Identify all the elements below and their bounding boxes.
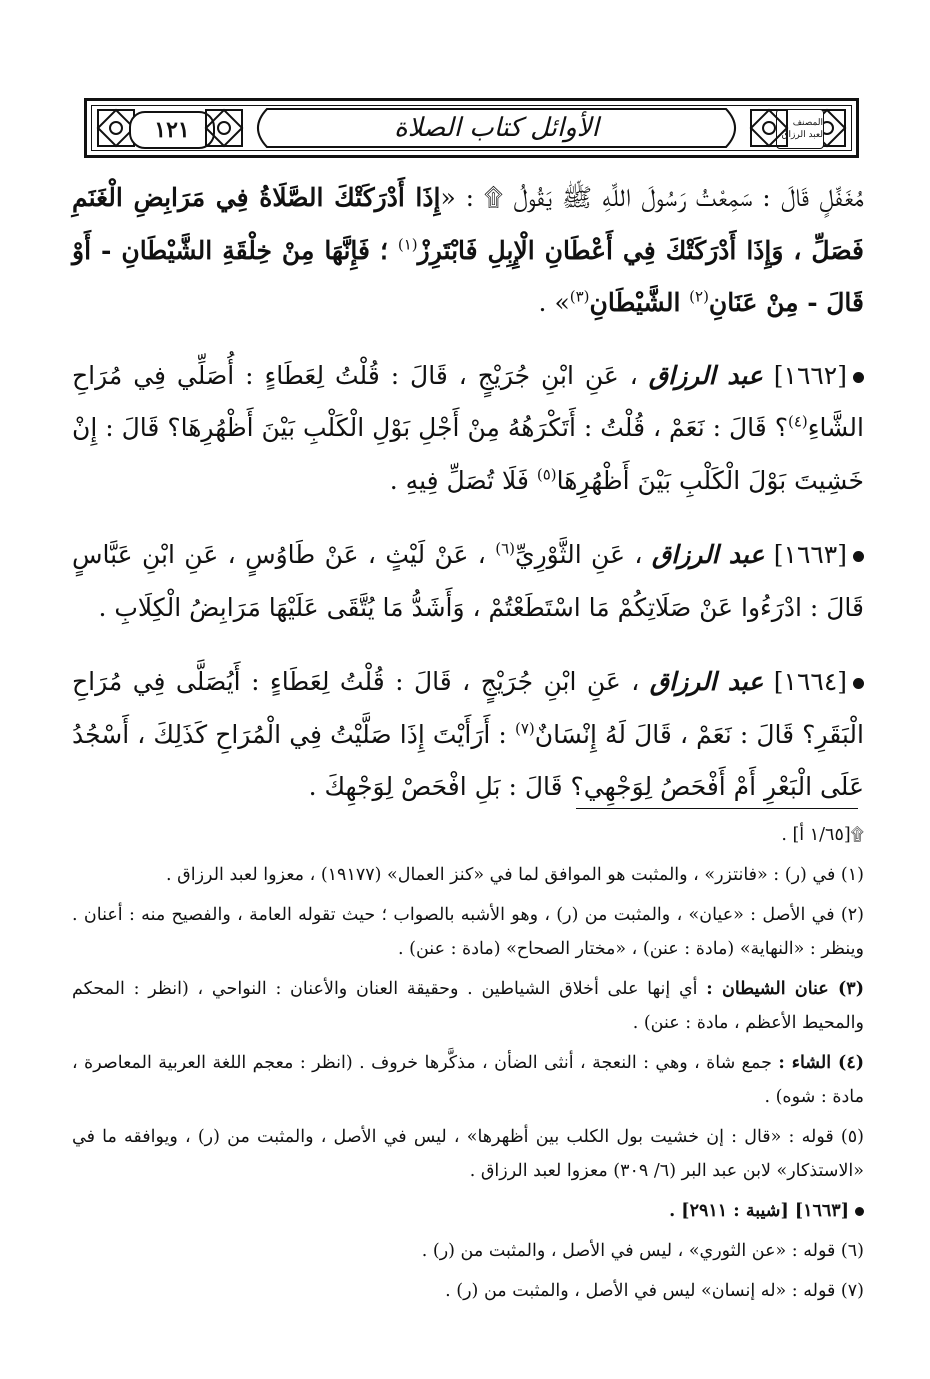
footnote-6: (٦) قوله : «عن الثوري» ، ليس في الأصل ، والمثبت من (ر) . bbox=[421, 1241, 864, 1261]
author-name: عبد الرزاق bbox=[651, 540, 765, 569]
hadith-1663 bbox=[72, 529, 864, 634]
running-title: الأوائل كتاب الصلاة bbox=[394, 113, 599, 143]
prophetic-quote: الشَّيْطَانِ bbox=[589, 288, 690, 317]
footnote-text: أي إنها على أخلاق الشياطين . وحقيقة العنان والأعنان : النواحي ، (انظر : المحكم والمحيط الأعظم ، مادة : عنن) . bbox=[72, 979, 864, 1033]
footnote-ref-1[interactable]: (١) bbox=[397, 235, 418, 254]
narration-text: ، عَنْ لَيْثٍ ، عَنْ طَاوُسٍ ، عَنِ ابْنِ عَبَّاسٍ قَالَ : ادْرَءُوا عَنْ صَلَاتِكُمْ مَا اسْتَطَعْتُمْ ، وَأَشَدُّ مَا يُتَّقَى عَلَيْهَا مَرَابِضُ الْكِلَابِ . bbox=[72, 540, 864, 622]
hadith-number: [١٦٦٣] bbox=[773, 540, 847, 569]
bullet-icon bbox=[853, 551, 864, 562]
hadith-number: [١٦٦٤] bbox=[773, 667, 848, 696]
footnote-text: جمع شاة ، وهي : النعجة ، أنثى الضأن ، مذكَّرها خروف . (انظر : معجم اللغة العربية المعاصرة ، مادة : شوه) . bbox=[72, 1053, 864, 1107]
book-seal: المصنف لعبد الرزاق bbox=[776, 109, 824, 149]
page-number: ١٢١ bbox=[129, 111, 215, 149]
narration-text: فَلَا تُصَلِّ فِيهِ . bbox=[389, 465, 537, 495]
footnotes bbox=[72, 818, 864, 1314]
hadith-number: [١٦٦٢] bbox=[773, 360, 847, 390]
narration-text: ؟ قَالَ : نَعَمْ ، قُلْتُ : أَتَكْرَهُهُ مِنْ أَجْلِ بَوْلِ الْكَلْبِ بَيْنَ أَظْهُرِهَا؟ قَالَ : إِنْ خَشِيتَ بَوْلَ الْكَلْبِ بَيْنَ أَظْهُرِهَا bbox=[72, 413, 864, 495]
footnote-ref-3[interactable]: (٣) bbox=[569, 287, 590, 306]
narration-text: ، عَنِ ابْنِ جُرَيْجٍ ، قَالَ : قُلْتُ لِعَطَاءٍ : أُصَلِّي فِي مُرَاحِ الشَّاءِ bbox=[72, 360, 864, 442]
hadith-1662 bbox=[72, 350, 864, 508]
folio-marker: ۩[١/٦٥ أ] . bbox=[781, 825, 864, 845]
bullet-icon bbox=[853, 372, 864, 383]
knot-ornament-icon bbox=[748, 107, 790, 149]
prophetic-quote: إِذَا أَدْرَكَتْكَ الصَّلَاةُ فِي مَرَابِضِ الْغَنَمِ فَصَلِّ ، وَإِذَا أَدْرَكَتْكَ فِي أَعْطَانِ الْإِبِلِ فَابْتَرِزْ bbox=[72, 183, 864, 265]
footnote-ref-6[interactable]: (٦) bbox=[495, 539, 516, 558]
footnote-2: (٢) في الأصل : «عيان» ، والمثبت من (ر) ، وهو الأشبه بالصواب ؛ حيث تقوله العامة ، والفصيح منه : أعنان . وينظر : «النهاية» (مادة : عنن) ، «مختار الصحاح» (مادة : عنن) . bbox=[72, 905, 864, 959]
cross-reference bbox=[72, 1194, 864, 1228]
footnote-3 bbox=[72, 972, 864, 1040]
knot-ornament-icon bbox=[203, 107, 245, 149]
page-number-box bbox=[95, 107, 245, 149]
narration-text: ، عَنِ الثَّوْرِيِّ bbox=[515, 540, 652, 569]
footnote-5: (٥) قوله : «قال : إن خشيت بول الكلب بين أظهرها» ، ليس في الأصل ، والمثبت من (ر) ، ويوافقه ما في «الاستذكار» لابن عبد البر (٦/ ٣٠٩) معزوا لعبد الرزاق . bbox=[72, 1127, 864, 1181]
book-seal-box bbox=[748, 107, 848, 149]
footnote-ref-7[interactable]: (٧) bbox=[514, 719, 535, 738]
footnote-term: (٣) عنان الشيطان : bbox=[706, 979, 864, 999]
narration-text: ، عَنِ ابْنِ جُرَيْجٍ ، قَالَ : قُلْتُ لِعَطَاءٍ : أَيُصَلَّى فِي مُرَاحِ الْبَقَرِ؟ قَالَ : نَعَمْ ، قَالَ لَهُ إِنْسَانٌ bbox=[72, 667, 864, 749]
hadith-1664 bbox=[72, 656, 864, 814]
footnote-4 bbox=[72, 1046, 864, 1114]
footnote-1: (١) في (ر) : «فانتزر» ، والمثبت هو الموافق لما في «كنز العمال» (١٩١٧٧) ، معزوا لعبد الرزاق . bbox=[166, 865, 864, 885]
hadith-continuation bbox=[72, 172, 864, 330]
main-text bbox=[72, 172, 864, 836]
footnote-divider bbox=[576, 808, 858, 809]
prophetic-quote: ؛ فَإِنَّهَا مِنْ خِلْقَةِ الشَّيْطَانِ - أَوْ قَالَ - مِنْ عَنَانِ bbox=[72, 235, 864, 317]
footnote-7: (٧) قوله : «له إنسان» ليس في الأصل ، والمثبت من (ر) . bbox=[445, 1281, 864, 1301]
page-header bbox=[84, 98, 859, 158]
author-name: عبد الرزاق bbox=[648, 360, 763, 390]
narration-text: » . bbox=[538, 288, 570, 317]
author-name: عبد الرزاق bbox=[649, 667, 764, 696]
narration-text: : أَرَأَيْتَ إِذَا صَلَّيْتُ فِي الْمُرَاحِ كَذَلِكَ ، أَسْجُدُ عَلَى الْبَعْرِ أَمْ أَفْحَصُ لِوَجْهِي؟ قَالَ : بَلِ افْحَصْ لِوَجْهِكَ . bbox=[72, 719, 864, 801]
footnote-ref-2[interactable]: (٢) bbox=[689, 287, 709, 306]
cross-reference-text: [١٦٦٣] [شيبة : ٢٩١١] . bbox=[669, 1201, 849, 1221]
footnote-term: (٤) الشاء : bbox=[778, 1053, 865, 1073]
bullet-icon bbox=[853, 678, 864, 689]
footnote-ref-5[interactable]: (٥) bbox=[536, 465, 557, 484]
narration-text: مُغَفَّلٍ قَالَ : سَمِعْتُ رَسُولَ اللَّهِ ﷺ يَقُولُ ۩ : « bbox=[440, 183, 865, 212]
footnote-ref-4[interactable]: (٤) bbox=[787, 412, 808, 431]
header-title-banner bbox=[247, 107, 746, 149]
bullet-icon bbox=[855, 1207, 864, 1216]
